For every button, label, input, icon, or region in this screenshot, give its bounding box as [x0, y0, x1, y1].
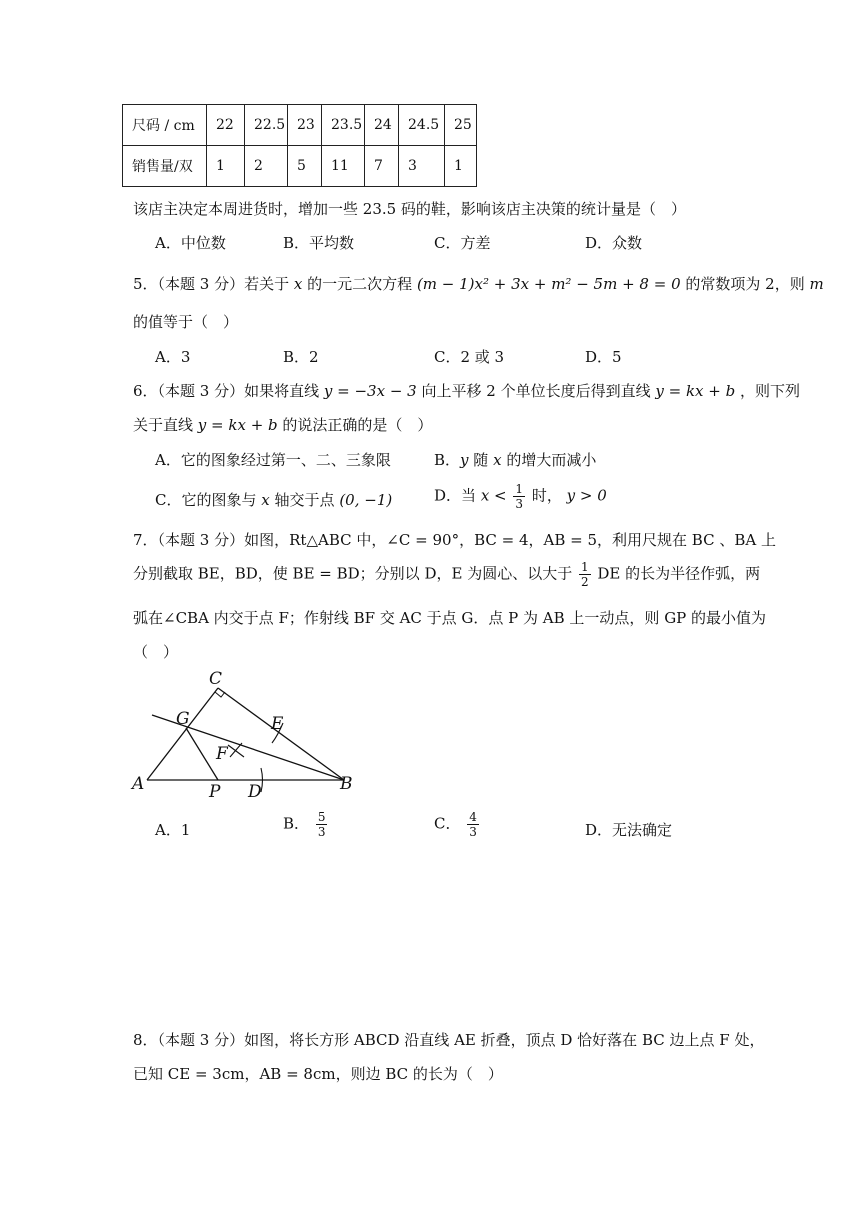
q6-option-c-x: x [261, 491, 270, 509]
table-cell: 24.5 [399, 105, 445, 146]
q6-option-b-text2: 的增大而减小 [506, 451, 597, 469]
q6-text-d: 关于直线 [133, 416, 194, 434]
q5-var-m: m [809, 275, 824, 293]
label-f: F [216, 744, 228, 764]
q7-option-a[interactable]: A．1 [155, 821, 191, 839]
q6-text-b: 向上平移 2 个单位长度后得到直线 [421, 382, 651, 400]
table-cell: 2 [245, 146, 288, 187]
fraction-numerator: 5 [317, 810, 326, 824]
q6-option-d-fraction [513, 482, 525, 511]
q4-option-d[interactable]: D．众数 [585, 234, 643, 252]
q5-stem-line1 [133, 273, 824, 294]
q5-option-c[interactable]: C．2 或 3 [434, 348, 505, 366]
q7-stem-line2 [133, 560, 760, 589]
q6-stem-line2 [133, 414, 432, 435]
q8-stem-line2: 已知 CE = 3cm，AB = 8cm，则边 BC 的长为（ ） [133, 1065, 503, 1083]
table-cell: 7 [365, 146, 399, 187]
q6-text-a: 6．（本题 3 分）如果将直线 [133, 382, 320, 400]
q6-option-c-text2: 轴交于点 [274, 491, 335, 509]
q7-stem-line1: 7．（本题 3 分）如图，Rt△ABC 中，∠C = 90°，BC = 4，AB = 5，利用尺规在 BC 、BA 上 [133, 531, 776, 549]
q6-option-c-text1: C．它的图象与 [155, 491, 257, 509]
q4-stem: 该店主决定本周进货时，增加一些 23.5 码的鞋，影响该店主决策的统计量是（ ） [133, 200, 686, 218]
q6-option-d-x: x < [480, 486, 507, 505]
q5-option-d[interactable]: D．5 [585, 348, 622, 366]
table-cell: 23 [288, 105, 322, 146]
q7-option-b[interactable] [283, 810, 329, 839]
q6-text-e: 的说法正确的是（ ） [282, 416, 433, 434]
q7-option-b-fraction [316, 810, 328, 839]
fraction-numerator: 1 [515, 482, 524, 496]
q5-equation: (m − 1)x² + 3x + m² − 5m + 8 = 0 [416, 275, 681, 293]
table-row [123, 105, 477, 146]
q6-option-c-point: (0, −1) [339, 491, 393, 509]
table-cell: 1 [445, 146, 477, 187]
q4-option-b[interactable]: B．平均数 [283, 234, 355, 252]
q6-equation-3: y = kx + b [197, 416, 278, 434]
q6-option-b-x: x [493, 451, 502, 469]
q8-stem-line1: 8．（本题 3 分）如图，将长方形 ABCD 沿直线 AE 折叠，顶点 D 恰好落在 BC 边上点 F 处， [133, 1031, 765, 1049]
q4-option-c[interactable]: C．方差 [434, 234, 491, 252]
label-d: D [248, 782, 262, 802]
table-cell: 销售量/双 [123, 146, 207, 187]
fraction-denominator: 2 [580, 575, 589, 589]
label-g: G [176, 709, 190, 729]
q7-fraction-half [579, 560, 591, 589]
q6-option-d[interactable] [434, 482, 607, 511]
q6-option-d-text1: D．当 [434, 486, 477, 505]
fraction-numerator: 1 [580, 560, 589, 574]
q5-mid: 的一元二次方程 [307, 275, 413, 293]
q7-option-c-fraction [467, 810, 479, 839]
arc-cross-f-2 [230, 743, 242, 757]
q7-stem-line3: 弧在∠CBA 内交于点 F；作射线 BF 交 AC 于点 G．点 P 为 AB 上一动点，则 GP 的最小值为 [133, 609, 767, 627]
label-c: C [209, 669, 223, 689]
q6-stem-line1 [133, 380, 800, 401]
q6-option-c[interactable] [155, 489, 392, 510]
fraction-numerator: 4 [469, 810, 477, 824]
q5-option-a[interactable]: A．3 [155, 348, 191, 366]
table-cell: 1 [207, 146, 245, 187]
q5-suffix: 的常数项为 2，则 [685, 275, 805, 293]
q6-equation-2: y = kx + b [655, 382, 736, 400]
q6-option-b[interactable] [434, 449, 596, 470]
table-cell: 3 [399, 146, 445, 187]
table-row [123, 146, 477, 187]
q7-option-b-label: B． [283, 814, 310, 833]
fraction-denominator: 3 [515, 497, 524, 511]
q7-stem-line4: （ ） [133, 643, 179, 661]
table-cell: 22 [207, 105, 245, 146]
table-cell: 24 [365, 105, 399, 146]
label-p: P [209, 782, 221, 802]
q5-stem-line2: 的值等于（ ） [133, 313, 239, 331]
q7-option-c[interactable] [434, 810, 481, 839]
fraction-denominator: 3 [469, 825, 477, 839]
size-sales-table [122, 104, 477, 187]
q7-option-d[interactable]: D．无法确定 [585, 821, 673, 839]
table-cell: 5 [288, 146, 322, 187]
q5-prefix: 5．（本题 3 分）若关于 [133, 275, 290, 293]
q6-option-b-y: y [460, 451, 469, 469]
table-cell: 尺码 / cm [123, 105, 207, 146]
q4-option-a[interactable]: A．中位数 [155, 234, 226, 252]
triangle-figure [120, 665, 370, 805]
fraction-denominator: 3 [317, 825, 326, 839]
q6-option-d-text2: 时， [531, 486, 562, 505]
q6-option-a[interactable]: A．它的图象经过第一、二、三象限 [155, 451, 391, 469]
q7-option-c-label: C． [434, 814, 461, 833]
arc-cross-f-1 [228, 745, 244, 757]
q6-option-d-y: y > 0 [566, 486, 607, 505]
q7-text-a: 分别截取 BE，BD，使 BE = BD；分别以 D，E 为圆心、以大于 [133, 564, 573, 583]
q6-option-b-label: B． [434, 451, 461, 469]
label-b: B [340, 774, 353, 794]
q5-option-b[interactable]: B．2 [283, 348, 319, 366]
q6-equation-1: y = −3x − 3 [323, 382, 417, 400]
table-cell: 11 [322, 146, 365, 187]
label-a: A [132, 774, 145, 794]
table-cell: 23.5 [322, 105, 365, 146]
q7-text-b: DE 的长为半径作弧，两 [597, 564, 761, 583]
table-cell: 25 [445, 105, 477, 146]
q5-var-x: x [293, 275, 303, 293]
q6-text-c: ，则下列 [740, 382, 801, 400]
segment-cb [218, 688, 344, 780]
label-e: E [271, 714, 284, 734]
table-cell: 22.5 [245, 105, 288, 146]
q6-option-b-text1: 随 [473, 451, 489, 469]
